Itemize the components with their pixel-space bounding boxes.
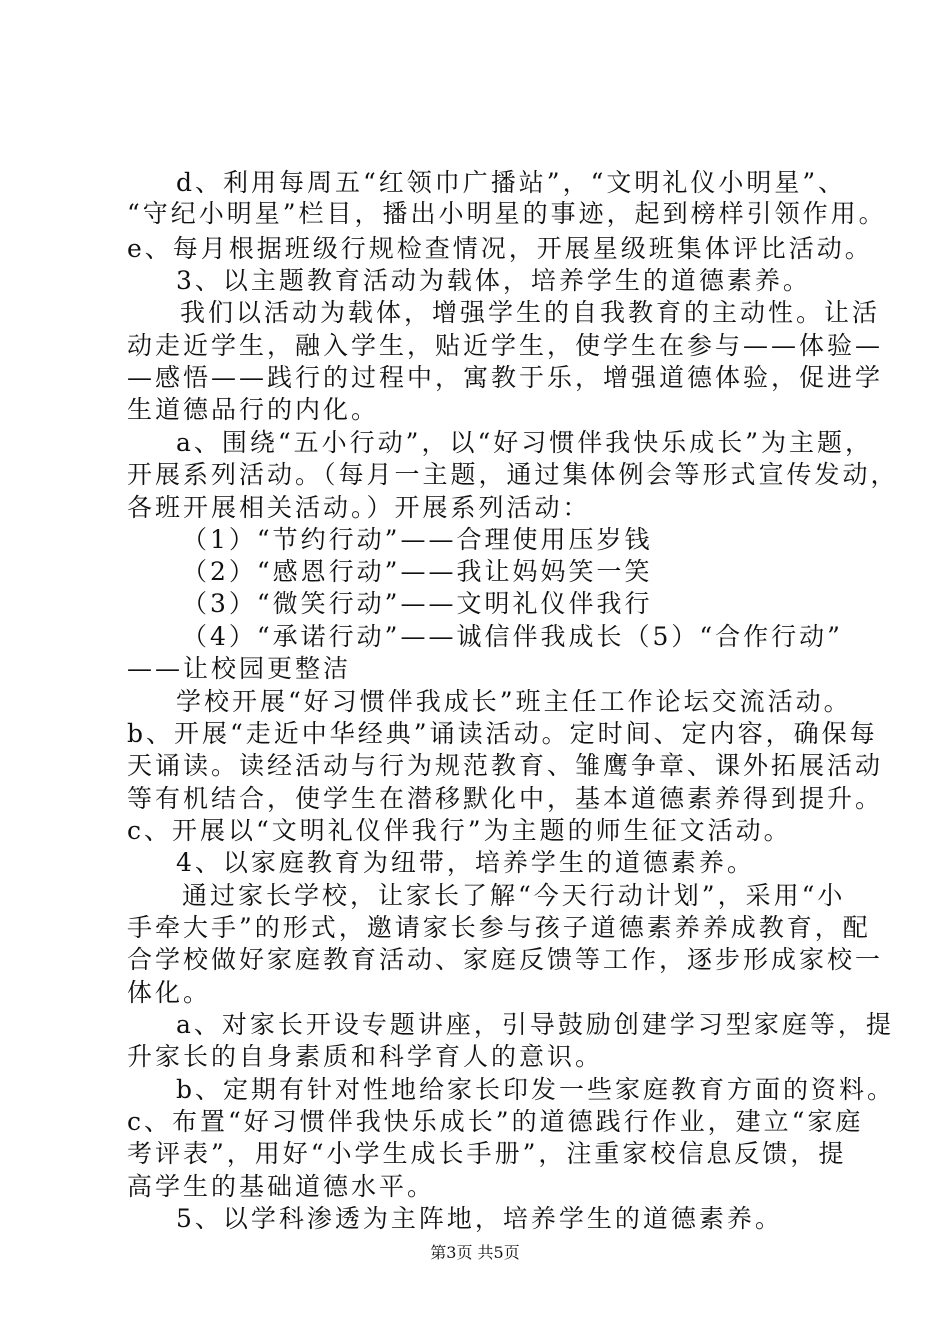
text-line: 体化。	[127, 978, 212, 1007]
text-line: b、开展“走近中华经典”诵读活动。定时间、定内容，确保每	[127, 719, 878, 748]
text-line: 我们以活动为载体，增强学生的自我教育的主动性。让活	[180, 298, 881, 327]
text-line: a、对家长开设专题讲座，引导鼓励创建学习型家庭等，提	[176, 1010, 894, 1039]
text-line: a、围绕“五小行动”，以“好习惯伴我快乐成长”为主题，	[176, 428, 874, 457]
text-line: 学校开展“好习惯伴我成长”班主任工作论坛交流活动。	[176, 687, 852, 716]
text-line: d、利用每周五“红领巾广播站”，“文明礼仪小明星”、	[176, 168, 847, 197]
section-heading: 5、以学科渗透为主阵地，培养学生的道德素养。	[176, 1204, 783, 1233]
text-line: b、定期有针对性地给家长印发一些家庭教育方面的资料。	[176, 1075, 896, 1104]
list-item: （4）“承诺行动”——诚信伴我成长（5）“合作行动”	[182, 622, 843, 651]
list-item: （1）“节约行动”——合理使用压岁钱	[182, 525, 653, 554]
text-line: 考评表”，用好“小学生成长手册”，注重家校信息反馈，提	[127, 1139, 847, 1168]
text-line: 通过家长学校，让家长了解“今天行动计划”，采用“小	[182, 881, 846, 910]
text-line: —感悟——践行的过程中，寓教于乐，增强道德体验，促进学	[127, 363, 884, 392]
text-line: 手牵大手”的形式，邀请家长参与孩子道德素养养成教育，配	[127, 913, 871, 942]
text-line: 合学校做好家庭教育活动、家庭反馈等工作，逐步形成家校一	[127, 945, 884, 974]
text-line: 4、以家庭教育为纽带，培养学生的道德素养。	[176, 848, 755, 877]
list-item: （2）“感恩行动”——我让妈妈笑一笑	[182, 557, 653, 586]
text-line: c、布置“好习惯伴我快乐成长”的道德践行作业，建立“家庭	[127, 1107, 864, 1136]
text-line: 3、以主题教育活动为载体，培养学生的道德素养。	[176, 266, 811, 295]
text-line: 动走近学生，融入学生，贴近学生，使学生在参与——体验—	[127, 331, 884, 360]
text-line: 各班开展相关活动。）开展系列活动：	[127, 493, 591, 522]
text-line: 升家长的自身素质和科学育人的意识。	[127, 1042, 604, 1071]
text-line: ——让校园更整洁	[127, 654, 352, 683]
text-line: 等有机结合，使学生在潜移默化中，基本道德素养得到提升。	[127, 784, 884, 813]
text-line: c、开展以“文明礼仪伴我行”为主题的师生征文活动。	[127, 816, 792, 845]
page-number-footer: 第3页 共5页	[430, 1243, 520, 1262]
list-item: （3）“微笑行动”——文明礼仪伴我行	[182, 589, 653, 618]
text-line: 天诵读。读经活动与行为规范教育、雏鹰争章、课外拓展活动	[127, 751, 884, 780]
text-line: e、每月根据班级行规检查情况，开展星级班集体评比活动。	[127, 234, 873, 263]
text-line: 开展系列活动。（每月一主题，通过集体例会等形式宣传发动，	[127, 460, 899, 489]
text-line: 生道德品行的内化。	[127, 395, 380, 424]
text-line: “守纪小明星”栏目，播出小明星的事迹，起到榜样引领作用。	[127, 199, 887, 228]
text-line: 高学生的基础道德水平。	[127, 1172, 436, 1201]
